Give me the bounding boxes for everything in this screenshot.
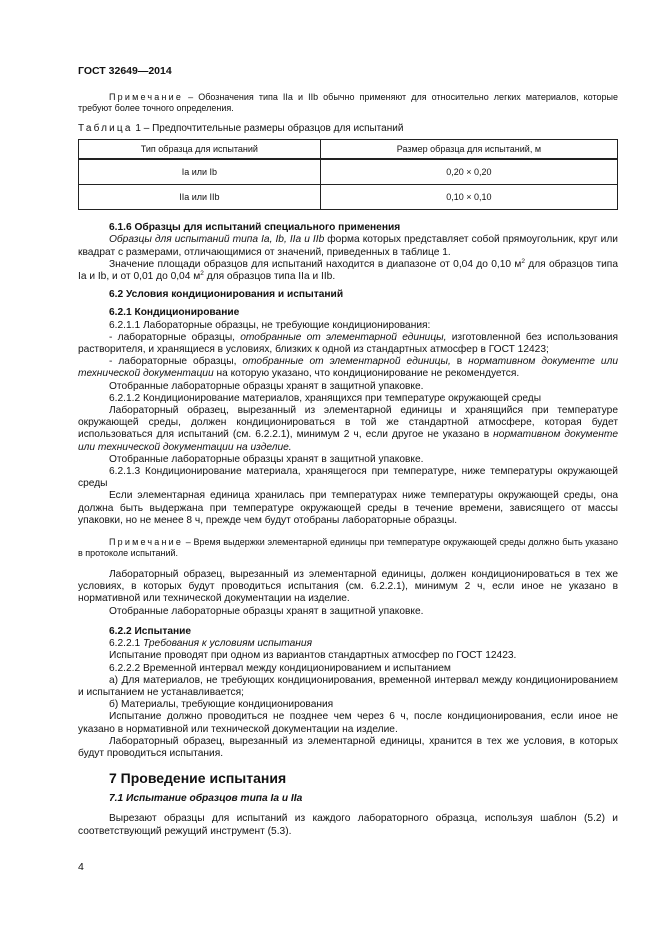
table-1-caption-label: Таблица [78, 123, 133, 134]
paragraph: 6.2.1.2 Кондиционирование материалов, хранящихся при температуре окружающей среды [109, 392, 542, 404]
paragraph [78, 405, 618, 454]
note-1 [78, 92, 618, 114]
section-6-2-2-title: 6.2.2 Испытание [109, 625, 192, 637]
text: в [450, 356, 469, 368]
section-6-2-title: 6.2 Условия кондиционирования и испытаний [109, 289, 344, 301]
table-cell: IIa или IIb [79, 185, 321, 210]
list-item [78, 356, 618, 380]
text: форма которых представляет собой прямоугольник, круг или квадрат с размерами, отличающимися от значений, приведенных в таблице 1. [78, 234, 618, 258]
paragraph: Лабораторный образец, вырезанный из элементарной единицы, хранится в тех же условия, в которых будут проводиться испытания. [78, 735, 618, 759]
page-number: 4 [78, 861, 84, 873]
paragraph: Вырезают образцы для испытаний из каждого лабораторного образца, используя шаблон (5.2) и соответствующий режущий инструмент (5.3). [78, 813, 618, 837]
superscript: 2 [200, 270, 204, 278]
italic-text: Требования к условиям испытания [143, 638, 313, 650]
text: 6.2.2.1 [109, 638, 143, 650]
note-2-text: – Время выдержки элементарной единицы при температуре окружающей среды должно быть указано в протоколе испытаний. [78, 537, 618, 559]
paragraph [78, 259, 618, 283]
paragraph: Отобранные лабораторные образцы хранят в защитной упаковке. [109, 605, 424, 617]
table-row [79, 185, 618, 210]
table-cell: 0,10 × 0,10 [320, 185, 617, 210]
paragraph: Испытание должно проводиться не позднее чем через 6 ч, после кондиционирования, если иное не указано в нормативной или технической документации на изделие. [78, 711, 618, 735]
table-header-cell: Тип образца для испытаний [79, 140, 321, 160]
text: - лабораторные образцы, [109, 356, 243, 368]
note-2 [78, 537, 618, 559]
note-1-label: Примечание [109, 92, 184, 102]
superscript: 2 [521, 257, 525, 265]
paragraph: Отобранные лабораторные образцы хранят в защитной упаковке. [109, 380, 424, 392]
paragraph: 6.2.2.2 Временной интервал между кондиционированием и испытанием [109, 662, 451, 674]
text: на которую указано, что кондиционирование не рекомендуется. [213, 368, 520, 380]
text: для образцов типа Ia и Ib, и от 0,01 до 0,04 м [78, 258, 618, 283]
table-1-caption [78, 123, 618, 135]
table-1-caption-text: 1 – Предпочтительные размеры образцов для испытаний [132, 123, 404, 134]
italic-text: отобранные от элементарной единицы, [240, 331, 447, 343]
list-item [78, 332, 618, 356]
paragraph: б) Материалы, требующие кондиционирования [109, 699, 334, 711]
italic-text: нормативном документе или технической документации на изделие. [78, 429, 619, 453]
italic-text: Образцы для испытаний типа Ia, Ib, IIa и IIb [109, 234, 325, 246]
section-7-title: 7 Проведение испытания [109, 770, 287, 787]
document-header: ГОСТ 32649—2014 [78, 65, 172, 77]
paragraph: Лабораторный образец, вырезанный из элементарной единицы, должен кондиционироваться в тех же условиях, в которых будут проводиться испытания (см. 6.2.2.1), минимум 2 ч, если иное не указано в нормативной или технической документации на изделие. [78, 569, 618, 605]
table-header-row [79, 140, 618, 160]
italic-text: отобранные от элементарной единицы, [242, 356, 451, 368]
paragraph: а) Для материалов, не требующих кондиционирования, временной интервал между кондиционированием и испытанием не устанавливается; [78, 674, 618, 698]
table-cell: 0,20 × 0,20 [320, 159, 617, 185]
italic-text: нормативном документе или технической документации [78, 356, 618, 380]
table-header-cell: Размер образца для испытаний, м [320, 140, 617, 160]
text: Значение площади образцов для испытаний находится в диапазоне от 0,04 до 0,10 м [109, 258, 522, 270]
paragraph: 6.2.1.3 Кондиционирование материала, хранящегося при температуре, ниже температуры окружающей среды [78, 466, 618, 490]
text: Лабораторный образец, вырезанный из элементарной единицы и хранящийся при температуре окружающей среды, должен кондиционироваться в той же стандартной атмосфере, которая будет использоваться для испытаний (см. 6.2.2.1), минимум 2 ч, если другое не указано в [78, 405, 618, 441]
paragraph [78, 638, 618, 650]
paragraph: Отобранные лабораторные образцы хранят в защитной упаковке. [109, 453, 424, 465]
paragraph [78, 234, 618, 258]
document-body [78, 84, 618, 838]
table-row [79, 159, 618, 185]
paragraph: Если элементарная единица хранилась при температурах ниже температуры окружающей среды, она должна быть выдержана при температуре окружающей среды в течение времени, зависящего от массы упаковки, но не менее 8 ч, прежде чем будут отобраны лабораторные образцы. [78, 490, 618, 526]
table-cell: Ia или Ib [79, 159, 321, 185]
note-2-label: Примечание [109, 537, 184, 548]
section-7-1-title: 7.1 Испытание образцов типа Ia и IIa [109, 793, 303, 805]
note-1-text: – Обозначения типа IIa и IIb обычно применяют для относительно легких материалов, которые требуют более точного определения. [78, 92, 618, 113]
text: для образцов типа IIa и IIb. [203, 271, 336, 283]
text: изготовленной без использования растворителя, и хранящиеся в условиях, близких к одной из стандартных атмосфер в ГОСТ 12423; [78, 331, 618, 356]
section-6-1-6-title: 6.1.6 Образцы для испытаний специального применения [109, 222, 401, 234]
table-1 [78, 139, 618, 210]
text: - лабораторные образцы, [109, 331, 241, 343]
paragraph: Испытание проводят при одном из вариантов стандартных атмосфер по ГОСТ 12423. [109, 650, 517, 662]
section-6-2-1-title: 6.2.1 Кондиционирование [109, 307, 240, 319]
paragraph: 6.2.1.1 Лабораторные образцы, не требующие кондиционирования: [109, 319, 431, 331]
